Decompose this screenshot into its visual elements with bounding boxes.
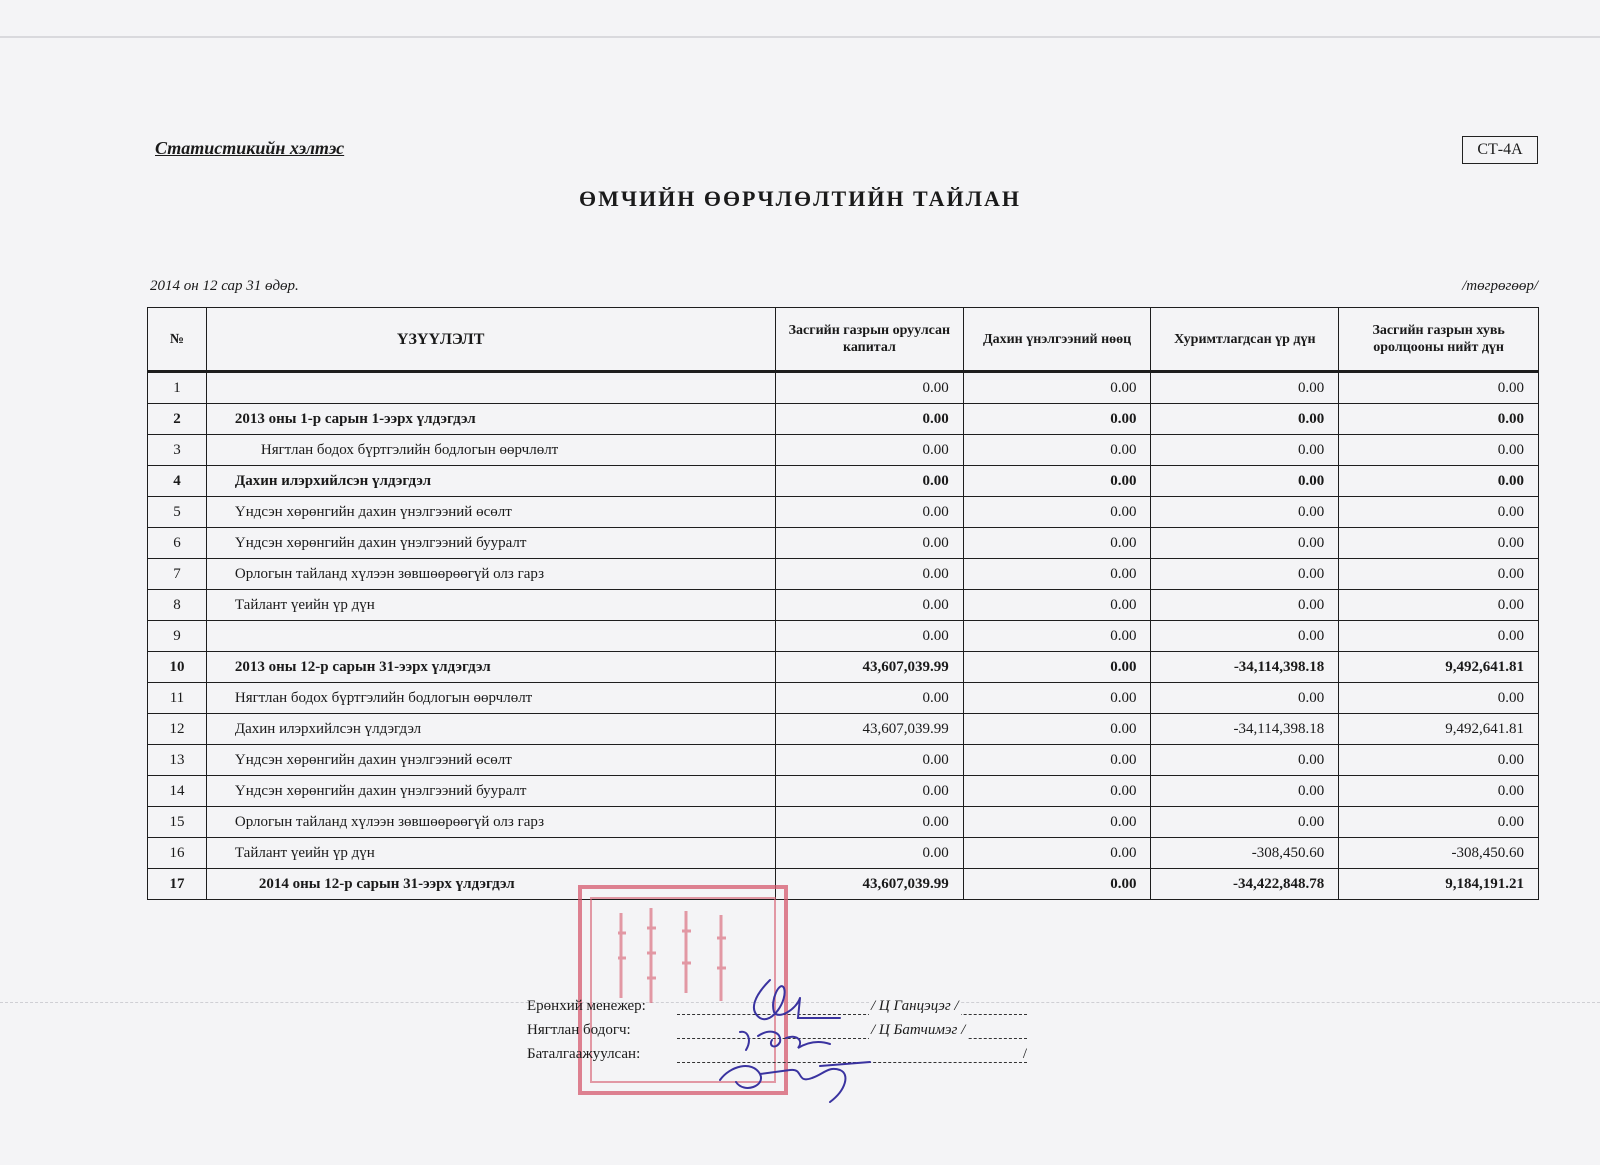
table-row — [148, 776, 1539, 807]
signature-label: Баталгаажуулсан: — [527, 1046, 641, 1062]
contributed-capital-cell: 43,607,039.99 — [776, 652, 964, 683]
revaluation-reserve-cell: 0.00 — [963, 869, 1151, 900]
row-number-cell: 15 — [148, 807, 207, 838]
revaluation-reserve-cell: 0.00 — [963, 404, 1151, 435]
total-equity-cell: 0.00 — [1339, 590, 1539, 621]
table-row — [148, 372, 1539, 404]
contributed-capital-cell: 0.00 — [776, 559, 964, 590]
signer-name: / Ц Ганцэцэг / — [871, 998, 959, 1014]
accumulated-result-cell: 0.00 — [1151, 372, 1339, 404]
contributed-capital-cell: 0.00 — [776, 745, 964, 776]
total-equity-cell: 0.00 — [1339, 807, 1539, 838]
contributed-capital-cell: 0.00 — [776, 497, 964, 528]
indicator-cell: Тайлант үеийн үр дүн — [206, 838, 775, 869]
table-row — [148, 466, 1539, 497]
row-number-cell: 10 — [148, 652, 207, 683]
table-row — [148, 807, 1539, 838]
accumulated-result-cell: 0.00 — [1151, 404, 1339, 435]
report-title: ӨМЧИЙН ӨӨРЧЛӨЛТИЙН ТАЙЛАН — [578, 186, 1022, 211]
column-header-number: № — [148, 308, 207, 372]
signature-label: Ерөнхий менежер: — [527, 998, 646, 1014]
contributed-capital-cell: 43,607,039.99 — [776, 869, 964, 900]
signature-end-slash: / — [1022, 1046, 1027, 1062]
contributed-capital-cell: 0.00 — [776, 404, 964, 435]
accumulated-result-cell: 0.00 — [1151, 745, 1339, 776]
row-number-cell: 16 — [148, 838, 207, 869]
revaluation-reserve-cell: 0.00 — [963, 745, 1151, 776]
row-number-cell: 2 — [148, 404, 207, 435]
row-number-cell: 14 — [148, 776, 207, 807]
revaluation-reserve-cell: 0.00 — [963, 776, 1151, 807]
table-row — [148, 683, 1539, 714]
row-number-cell: 9 — [148, 621, 207, 652]
contributed-capital-cell: 0.00 — [776, 435, 964, 466]
indicator-cell: Тайлант үеийн үр дүн — [206, 590, 775, 621]
contributed-capital-cell: 0.00 — [776, 683, 964, 714]
table-row — [148, 652, 1539, 683]
accumulated-result-cell: 0.00 — [1151, 683, 1339, 714]
column-header-revaluation-reserve: Дахин үнэлгээний нөөц — [963, 308, 1151, 372]
total-equity-cell: 0.00 — [1339, 372, 1539, 404]
column-header-total-equity: Засгийн газрын хувь оролцооны нийт дүн — [1339, 308, 1539, 372]
total-equity-cell: 0.00 — [1339, 466, 1539, 497]
total-equity-cell: 0.00 — [1339, 497, 1539, 528]
signer-name: / Ц Батчимэг / — [871, 1022, 966, 1038]
revaluation-reserve-cell: 0.00 — [963, 652, 1151, 683]
accumulated-result-cell: 0.00 — [1151, 528, 1339, 559]
accumulated-result-cell: 0.00 — [1151, 559, 1339, 590]
revaluation-reserve-cell: 0.00 — [963, 435, 1151, 466]
row-number-cell: 13 — [148, 745, 207, 776]
revaluation-reserve-cell: 0.00 — [963, 559, 1151, 590]
indicator-cell: Үндсэн хөрөнгийн дахин үнэлгээний бууралт — [206, 776, 775, 807]
table-row — [148, 838, 1539, 869]
contributed-capital-cell: 43,607,039.99 — [776, 714, 964, 745]
row-number-cell: 12 — [148, 714, 207, 745]
table-row — [148, 714, 1539, 745]
table-row — [148, 869, 1539, 900]
accumulated-result-cell: 0.00 — [1151, 497, 1339, 528]
total-equity-cell: 0.00 — [1339, 559, 1539, 590]
revaluation-reserve-cell: 0.00 — [963, 838, 1151, 869]
total-equity-cell: 9,184,191.21 — [1339, 869, 1539, 900]
revaluation-reserve-cell: 0.00 — [963, 807, 1151, 838]
indicator-cell: Дахин илэрхийлсэн үлдэгдэл — [206, 466, 775, 497]
indicator-cell — [206, 621, 775, 652]
row-number-cell: 17 — [148, 869, 207, 900]
row-number-cell: 8 — [148, 590, 207, 621]
revaluation-reserve-cell: 0.00 — [963, 528, 1151, 559]
contributed-capital-cell: 0.00 — [776, 838, 964, 869]
page-top-edge — [0, 36, 1600, 38]
column-header-accumulated-result: Хуримтлагдсан үр дүн — [1151, 308, 1339, 372]
table-row — [148, 435, 1539, 466]
contributed-capital-cell: 0.00 — [776, 466, 964, 497]
table-row — [148, 590, 1539, 621]
total-equity-cell: 9,492,641.81 — [1339, 652, 1539, 683]
accumulated-result-cell: -34,114,398.18 — [1151, 652, 1339, 683]
row-number-cell: 3 — [148, 435, 207, 466]
contributed-capital-cell: 0.00 — [776, 372, 964, 404]
contributed-capital-cell: 0.00 — [776, 807, 964, 838]
contributed-capital-cell: 0.00 — [776, 590, 964, 621]
report-date: 2014 он 12 сар 31 өдөр. — [150, 278, 299, 294]
revaluation-reserve-cell: 0.00 — [963, 466, 1151, 497]
row-number-cell: 4 — [148, 466, 207, 497]
accumulated-result-cell: 0.00 — [1151, 466, 1339, 497]
table-row — [148, 528, 1539, 559]
table-row — [148, 559, 1539, 590]
indicator-cell: Орлогын тайланд хүлээн зөвшөөрөөгүй олз гарз — [206, 807, 775, 838]
revaluation-reserve-cell: 0.00 — [963, 714, 1151, 745]
table-header-row — [148, 308, 1539, 372]
table-row — [148, 404, 1539, 435]
contributed-capital-cell: 0.00 — [776, 528, 964, 559]
row-number-cell: 6 — [148, 528, 207, 559]
accumulated-result-cell: 0.00 — [1151, 621, 1339, 652]
row-number-cell: 7 — [148, 559, 207, 590]
row-number-cell: 5 — [148, 497, 207, 528]
total-equity-cell: 0.00 — [1339, 528, 1539, 559]
revaluation-reserve-cell: 0.00 — [963, 372, 1151, 404]
row-number-cell: 11 — [148, 683, 207, 714]
currency-unit: /төгрөгөөр/ — [1462, 278, 1538, 294]
indicator-cell: Үндсэн хөрөнгийн дахин үнэлгээний бууралт — [206, 528, 775, 559]
revaluation-reserve-cell: 0.00 — [963, 590, 1151, 621]
total-equity-cell: 0.00 — [1339, 404, 1539, 435]
accumulated-result-cell: -308,450.60 — [1151, 838, 1339, 869]
accumulated-result-cell: -34,114,398.18 — [1151, 714, 1339, 745]
indicator-cell: Үндсэн хөрөнгийн дахин үнэлгээний өсөлт — [206, 497, 775, 528]
total-equity-cell: -308,450.60 — [1339, 838, 1539, 869]
column-header-indicator: ҮЗҮҮЛЭЛТ — [206, 308, 775, 372]
indicator-cell: 2013 оны 1-р сарын 1-ээрх үлдэгдэл — [206, 404, 775, 435]
signature-label: Нягтлан бодогч: — [527, 1022, 631, 1038]
accumulated-result-cell: -34,422,848.78 — [1151, 869, 1339, 900]
accumulated-result-cell: 0.00 — [1151, 776, 1339, 807]
form-code-box: СТ-4А — [1462, 136, 1538, 164]
accumulated-result-cell: 0.00 — [1151, 807, 1339, 838]
total-equity-cell: 0.00 — [1339, 435, 1539, 466]
revaluation-reserve-cell: 0.00 — [963, 621, 1151, 652]
table-body — [148, 372, 1539, 900]
indicator-cell: Нягтлан бодох бүртгэлийн бодлогын өөрчлөлт — [206, 435, 775, 466]
total-equity-cell: 0.00 — [1339, 621, 1539, 652]
accumulated-result-cell: 0.00 — [1151, 590, 1339, 621]
indicator-cell: Нягтлан бодох бүртгэлийн бодлогын өөрчлөлт — [206, 683, 775, 714]
indicator-cell: Үндсэн хөрөнгийн дахин үнэлгээний өсөлт — [206, 745, 775, 776]
department-name: Статистикийн хэлтэс — [155, 138, 345, 158]
contributed-capital-cell: 0.00 — [776, 621, 964, 652]
total-equity-cell: 0.00 — [1339, 776, 1539, 807]
table-row — [148, 497, 1539, 528]
indicator-cell: Орлогын тайланд хүлээн зөвшөөрөөгүй олз гарз — [206, 559, 775, 590]
column-header-contributed-capital: Засгийн газрын оруулсан капитал — [776, 308, 964, 372]
table-row — [148, 621, 1539, 652]
table-row — [148, 745, 1539, 776]
revaluation-reserve-cell: 0.00 — [963, 683, 1151, 714]
total-equity-cell: 0.00 — [1339, 683, 1539, 714]
indicator-cell: Дахин илэрхийлсэн үлдэгдэл — [206, 714, 775, 745]
indicator-cell: 2013 оны 12-р сарын 31-ээрх үлдэгдэл — [206, 652, 775, 683]
handwritten-signatures — [700, 970, 900, 1110]
contributed-capital-cell: 0.00 — [776, 776, 964, 807]
accumulated-result-cell: 0.00 — [1151, 435, 1339, 466]
total-equity-cell: 9,492,641.81 — [1339, 714, 1539, 745]
equity-changes-table — [147, 307, 1539, 900]
indicator-cell — [206, 372, 775, 404]
row-number-cell: 1 — [148, 372, 207, 404]
revaluation-reserve-cell: 0.00 — [963, 497, 1151, 528]
total-equity-cell: 0.00 — [1339, 745, 1539, 776]
indicator-cell: 2014 оны 12-р сарын 31-ээрх үлдэгдэл — [206, 869, 775, 900]
